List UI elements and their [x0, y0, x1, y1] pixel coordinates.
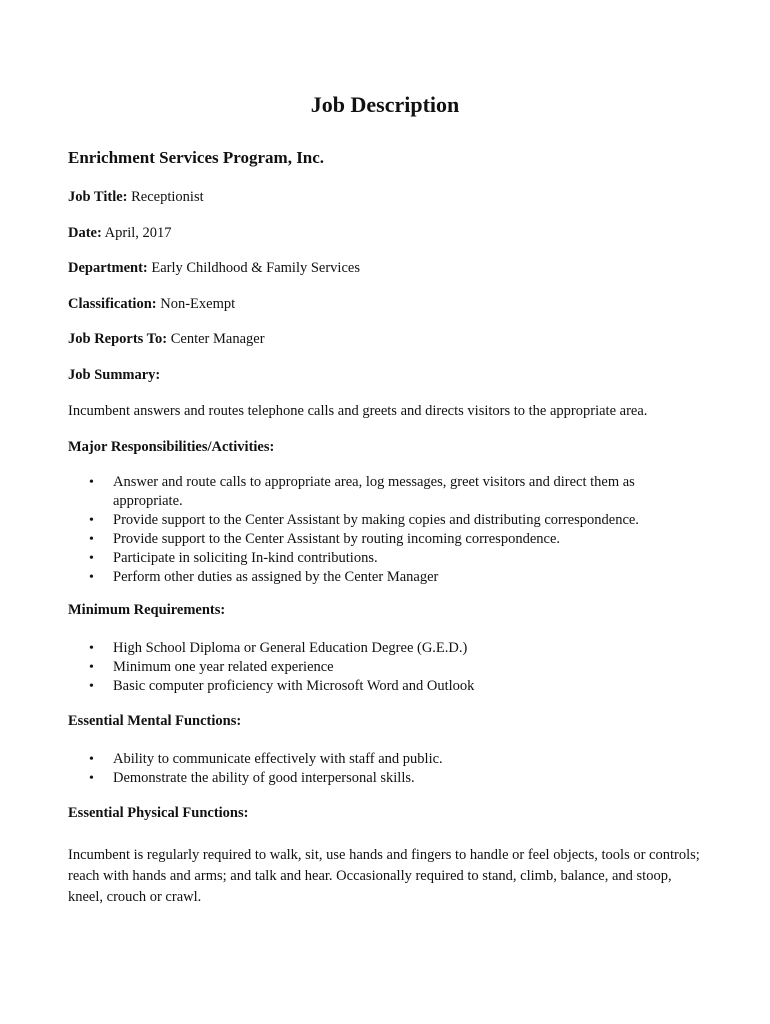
list-item: • Answer and route calls to appropriate area, log messages, greet visitors and direct them as appropriate.: [68, 473, 688, 511]
page-title: Job Description: [310, 92, 460, 117]
date-value: April, 2017: [104, 225, 172, 241]
responsibilities-list: [68, 473, 688, 587]
list-item: • Provide support to the Center Assistant by making copies and distributing correspondence.: [68, 511, 688, 530]
list-item: • Perform other duties as assigned by the Center Manager: [68, 568, 688, 587]
list-item: • High School Diploma or General Education Degree (G.E.D.): [68, 639, 688, 658]
reports-to-value: Center Manager: [170, 331, 265, 347]
responsibilities-heading: Major Responsibilities/Activities:: [68, 439, 275, 455]
list-item: • Demonstrate the ability of good interpersonal skills.: [68, 769, 688, 788]
list-item: • Provide support to the Center Assistant by routing incoming correspondence.: [68, 530, 688, 549]
classification-label: Classification:: [68, 296, 157, 312]
job-title-field: [68, 189, 204, 206]
reports-to-label: Job Reports To:: [68, 331, 168, 347]
job-summary-text: Incumbent answers and routes telephone calls and greets and directs visitors to the appropriate area.: [68, 403, 648, 419]
reports-to-field: [68, 331, 265, 348]
physical-functions-heading: Essential Physical Functions:: [68, 805, 249, 821]
department-value: Early Childhood & Family Services: [151, 260, 360, 276]
list-item: • Ability to communicate effectively with staff and public.: [68, 750, 688, 769]
list-item: • Minimum one year related experience: [68, 658, 688, 677]
department-field: [68, 260, 360, 277]
department-label: Department:: [68, 260, 148, 276]
list-item: • Basic computer proficiency with Microsoft Word and Outlook: [68, 677, 688, 696]
job-summary-heading: Job Summary:: [68, 367, 161, 383]
mental-functions-list: [68, 750, 688, 788]
organization-name: Enrichment Services Program, Inc.: [68, 148, 325, 167]
classification-field: [68, 296, 235, 313]
job-title-label: Job Title:: [68, 189, 128, 205]
date-field: [68, 225, 172, 242]
date-label: Date:: [68, 225, 102, 241]
mental-functions-heading: Essential Mental Functions:: [68, 713, 242, 729]
classification-value: Non-Exempt: [160, 296, 236, 312]
minimum-requirements-list: [68, 639, 688, 696]
minimum-requirements-heading: Minimum Requirements:: [68, 602, 226, 618]
physical-functions-text: Incumbent is regularly required to walk, sit, use hands and fingers to handle or feel objects, tools or controls; reach with hands and arms; and talk and hear. Occasionally required to stand, climb, balance, and stoop, kneel, crouch or crawl.: [68, 847, 700, 905]
list-item: • Participate in soliciting In-kind contributions.: [68, 549, 688, 568]
job-title-value: Receptionist: [131, 189, 204, 205]
